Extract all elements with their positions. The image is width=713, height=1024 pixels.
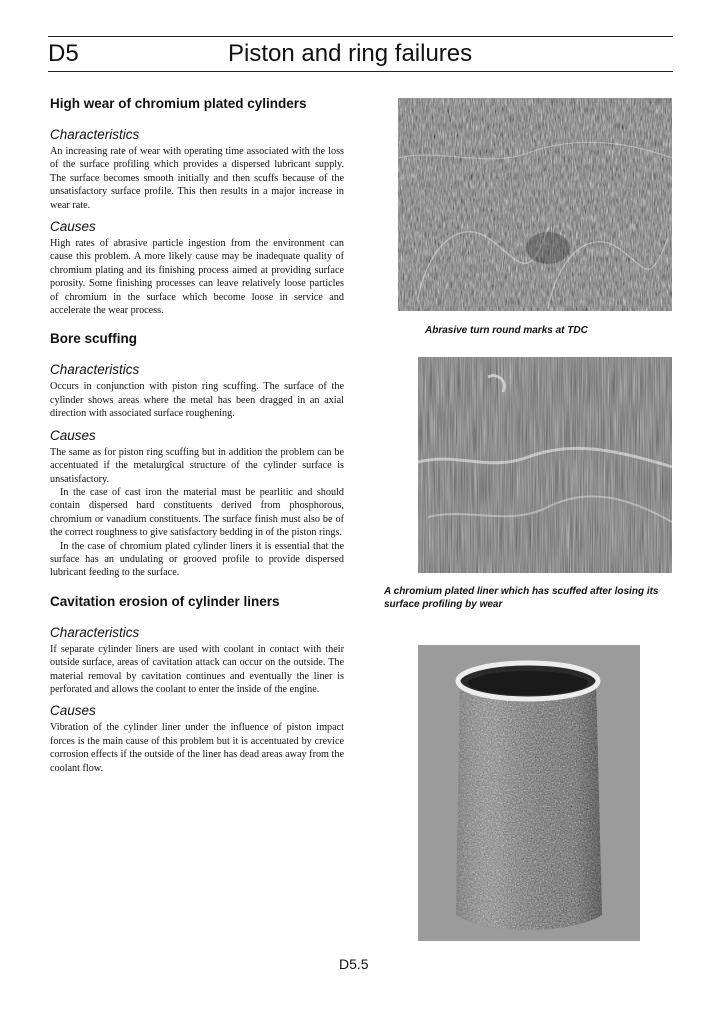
header-rule-bottom: [48, 71, 673, 72]
characteristics-subheading: Characteristics: [50, 624, 140, 640]
causes-subheading: Causes: [50, 703, 96, 719]
characteristics-subheading: Characteristics: [50, 127, 140, 142]
section-bore-scuffing: [50, 331, 344, 579]
figure-caption: Abrasive turn round marks at TDC: [425, 325, 588, 336]
characteristics-subheading: Characteristics: [50, 362, 140, 378]
figure-caption: A chromium plated liner which has scuffed after losing its surface profiling by wear: [384, 586, 659, 610]
abrasive-wear-photo: [398, 98, 672, 311]
scuffed-liner-photo: [418, 357, 672, 573]
causes-paragraph: In the case of chromium plated cylinder liners it is essential that the surface has an undulating or grooved profile to provide dispersed lubricant feeding to the surface.: [50, 540, 344, 579]
causes-paragraph: Vibration of the cylinder liner under the influence of piston impact forces is the main cause of this problem but it is accentuated by crevice corrosion effects if the outside of the liner has dead areas away from the coolant flow.: [50, 722, 344, 774]
characteristics-paragraph: If separate cylinder liners are used with coolant in contact with their outside surface, areas of cavitation attack can occur on the outside. The material removal by cavitation continues and eventually the liner is perforated and allows the coolant to enter the inside of the engine.: [50, 643, 344, 695]
page-title: Piston and ring failures: [228, 40, 473, 67]
causes-subheading: Causes: [50, 427, 96, 443]
causes-paragraph: High rates of abrasive particle ingestion from the environment can cause this problem. A more likely cause may be inadequate quality of chromium plating and its finishing process aimed at providing surface porosity. Some finishing processes can leave relatively loose particles of chromium in the surface which become loose in service and accelerate the wear process.: [50, 238, 344, 317]
section-cavitation-erosion: [50, 594, 344, 775]
characteristics-paragraph: An increasing rate of wear with operating time associated with the loss of the surface profiling which provides a dispersed lubricant supply. The surface becomes smooth initially and then scuffs because of the unsatisfactory surface profile. This then results in a major increase in wear rate.: [50, 146, 344, 211]
section-heading: High wear of chromium plated cylinders: [50, 96, 307, 111]
section-chromium-wear: [50, 96, 344, 317]
characteristics-paragraph: Occurs in conjunction with piston ring scuffing. The surface of the cylinder shows areas where the metal has been dragged in an axial direction with associated surface roughening.: [50, 381, 344, 420]
section-heading: Bore scuffing: [50, 331, 138, 347]
section-heading: Cavitation erosion of cylinder liners: [50, 593, 280, 609]
causes-paragraph: The same as for piston ring scuffing but in addition the problem can be accentuated if the metalurgical structure of the cylinder surface is unsatisfactory.: [50, 446, 344, 485]
causes-paragraph: In the case of cast iron the material must be pearlitic and should contain dispersed hard constituents derived from phosphorous, chromium or vanadium constituents. The surface finish must also be of the correct roughness to give satisfactory bedding in of the piston rings.: [50, 486, 344, 539]
text-column: [50, 96, 344, 775]
header-rule-top: [48, 36, 673, 37]
cavitation-liner-photo: [418, 645, 640, 941]
section-code: D5: [48, 40, 79, 67]
causes-subheading: Causes: [50, 219, 96, 235]
page-number: D5.5: [339, 956, 369, 972]
